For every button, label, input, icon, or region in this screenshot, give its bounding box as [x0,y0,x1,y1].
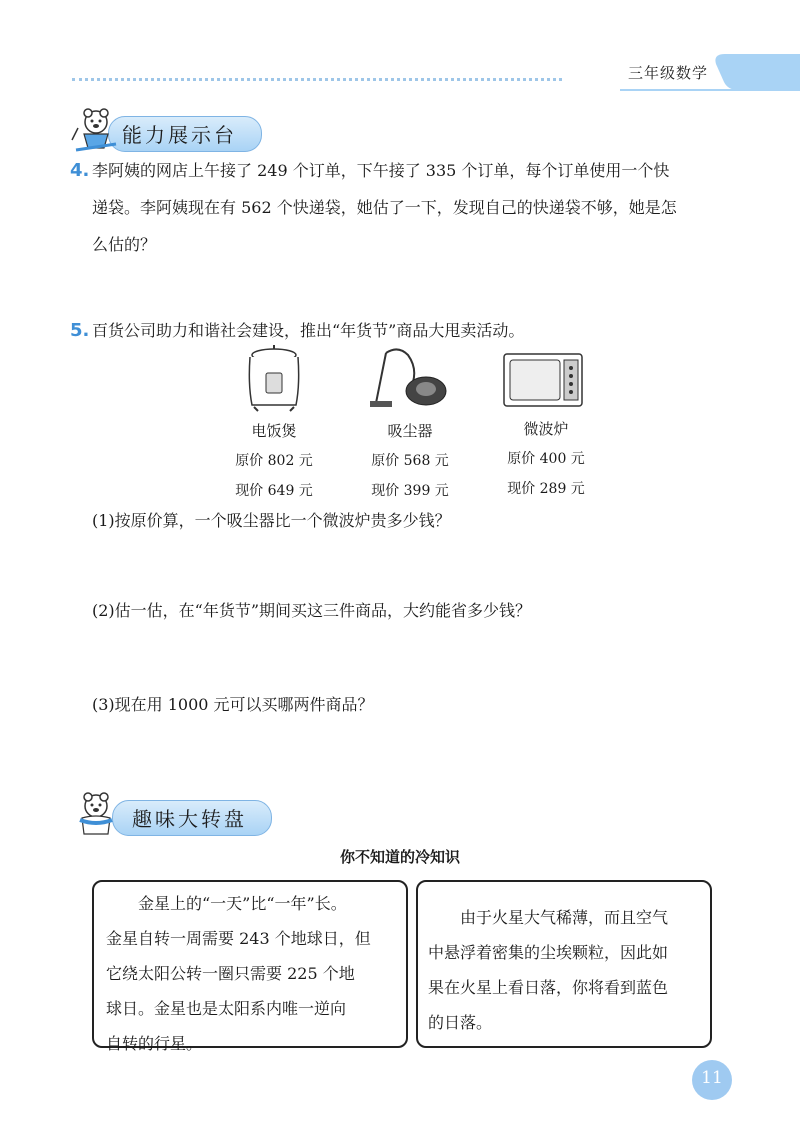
section-title-ability: 能力展示台 [122,123,237,147]
question-5-intro: 百货公司助力和谐社会建设，推出“年货节”商品大甩卖活动。 [92,321,525,340]
fact-card-mars-text [428,900,704,1040]
question-4-number: 4. [70,160,90,181]
vacuum-cleaner-icon [368,345,450,413]
mars-line4: 的日落。 [428,1013,493,1032]
product-name-vacuum: 吸尘器 [387,422,433,440]
question-4-text [92,152,772,263]
venus-line4: 球日。金星也是太阳系内唯一逆向 [106,999,347,1018]
venus-line5: 自转的行星。 [106,1034,203,1053]
fun-facts-subtitle: 你不知道的冷知识 [339,848,460,866]
product-name-rice-cooker: 电饭煲 [251,422,297,440]
grade-label: 三年级数学 [628,64,709,82]
venus-line1: 金星上的“一天”比“一年”长。 [138,894,347,913]
page-number: 11 [701,1068,723,1088]
bear-mascot-icon [70,788,122,840]
question-5-sub1: (1)按原价算，一个吸尘器比一个微波炉贵多少钱？ [92,511,451,530]
mars-line2: 中悬浮着密集的尘埃颗粒，因此如 [428,943,669,962]
question-4-line1: 李阿姨的网店上午接了 249 个订单，下午接了 335 个订单，每个订单使用一个快 [92,161,670,180]
question-4-line3: 么估的？ [92,235,157,254]
venus-line3: 它绕太阳公转一圈只需要 225 个地 [106,964,355,983]
mars-line1: 由于火星大气稀薄，而且空气 [460,908,669,927]
header-dotted-line [72,78,562,81]
fact-card-venus-text [106,886,398,1061]
product-current-rice-cooker: 现价 649 元 [235,483,313,499]
mars-line3: 果在火星上看日落，你将看到蓝色 [428,978,669,997]
product-current-microwave: 现价 289 元 [507,481,585,497]
bear-ski-icon [70,104,122,156]
question-5-number: 5. [70,320,90,341]
product-original-rice-cooker: 原价 802 元 [235,453,313,469]
question-5-sub3: (3)现在用 1000 元可以买哪两件商品？ [92,695,374,714]
venus-line2: 金星自转一周需要 243 个地球日，但 [106,929,371,948]
microwave-icon [502,352,584,408]
product-current-vacuum: 现价 399 元 [371,483,449,499]
question-5-sub2: (2)估一估，在“年货节”期间买这三件商品，大约能省多少钱？ [92,601,532,620]
section-title-fun: 趣味大转盘 [132,807,247,831]
product-name-microwave: 微波炉 [523,420,569,438]
question-4-line2: 递袋。李阿姨现在有 562 个快递袋，她估了一下，发现自己的快递袋不够，她是怎 [92,198,677,217]
product-original-microwave: 原价 400 元 [507,451,585,467]
rice-cooker-icon [244,345,304,413]
product-original-vacuum: 原价 568 元 [371,453,449,469]
